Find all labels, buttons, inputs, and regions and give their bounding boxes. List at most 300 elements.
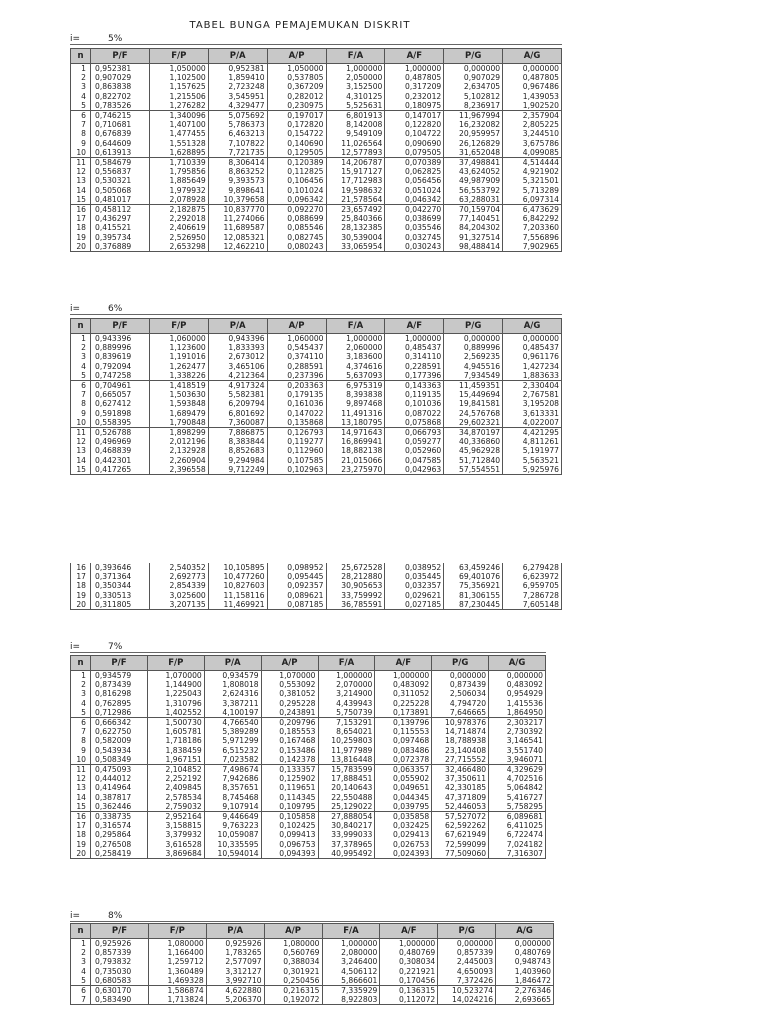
cell-col-pf: 0,530321 (91, 176, 150, 185)
cell-col-pg: 49,987909 (444, 176, 503, 185)
cell-col-fp: 1,586874 (148, 986, 206, 996)
cell-col-ag: 3,146541 (489, 736, 546, 745)
cell-col-fp: 3,158815 (147, 821, 204, 830)
cell-col-pg: 67,621949 (432, 830, 489, 839)
cell-col-ap: 0,197017 (267, 111, 326, 121)
cell-col-fa: 30,840217 (318, 821, 375, 830)
table-row (71, 746, 546, 755)
cell-col-fa: 4,310125 (326, 92, 385, 101)
cell-col-af: 0,038952 (385, 563, 444, 572)
cell-col-fa: 8,922803 (322, 995, 380, 1005)
cell-col-af: 0,066793 (385, 428, 444, 438)
cell-col-pf: 0,508349 (91, 755, 148, 765)
cell-col-fp: 1,790848 (149, 418, 208, 428)
cell-col-n: 14 (71, 793, 91, 802)
cell-col-af: 0,035858 (375, 812, 432, 822)
column-header-col-af: A/F (380, 924, 438, 939)
cell-col-pf: 0,311805 (91, 600, 150, 610)
cell-col-pa: 7,721735 (208, 148, 267, 158)
header-row (71, 319, 562, 334)
cell-col-fp: 3,025600 (149, 591, 208, 600)
cell-col-pf: 0,873439 (91, 680, 148, 689)
cell-col-ap: 0,105858 (261, 812, 318, 822)
cell-col-pg: 98,488414 (444, 242, 503, 252)
cell-col-fa: 4,506112 (322, 967, 380, 976)
cell-col-pf: 0,393646 (91, 563, 150, 572)
cell-col-pa: 5,582381 (208, 390, 267, 399)
cell-col-pf: 0,582009 (91, 736, 148, 745)
column-header-col-fp: F/P (147, 656, 204, 671)
table-row (71, 736, 546, 745)
table-row (71, 371, 562, 381)
cell-col-af: 0,029621 (385, 591, 444, 600)
cell-col-af: 0,042270 (385, 205, 444, 215)
cell-col-n: 5 (71, 708, 91, 718)
cell-col-ap: 0,147022 (267, 409, 326, 418)
cell-col-af: 0,032745 (385, 233, 444, 242)
cell-col-af: 1,000000 (375, 671, 432, 681)
cell-col-af: 0,090690 (385, 139, 444, 148)
cell-col-fa: 8,393838 (326, 390, 385, 399)
column-header-col-ag: A/G (496, 924, 554, 939)
cell-col-pa: 4,917324 (208, 381, 267, 391)
cell-col-ap: 1,080000 (264, 939, 322, 949)
cell-col-pa: 7,942686 (204, 774, 261, 783)
column-header-col-ag: A/G (503, 49, 562, 64)
cell-col-pa: 9,712249 (208, 465, 267, 475)
cell-col-ag: 1,427234 (503, 362, 562, 371)
cell-col-n: 10 (71, 418, 91, 428)
cell-col-ag: 6,089681 (489, 812, 546, 822)
cell-col-af: 0,173891 (375, 708, 432, 718)
cell-col-ap: 0,101024 (267, 186, 326, 195)
cell-col-pf: 0,417265 (91, 465, 150, 475)
cell-col-fa: 6,975319 (326, 381, 385, 391)
cell-col-pf: 0,376889 (91, 242, 150, 252)
cell-col-n: 12 (71, 167, 91, 176)
cell-col-af: 0,070389 (385, 158, 444, 168)
cell-col-ag: 2,357904 (503, 111, 562, 121)
cell-col-ag: 4,811261 (503, 437, 562, 446)
cell-col-pa: 9,393573 (208, 176, 267, 185)
column-header-col-ap: A/P (267, 49, 326, 64)
cell-col-pa: 4,100197 (204, 708, 261, 718)
cell-col-n: 7 (71, 390, 91, 399)
table-row (71, 948, 554, 957)
table-row (71, 148, 562, 158)
cell-col-n: 4 (71, 92, 91, 101)
cell-col-n: 16 (71, 205, 91, 215)
cell-col-fa: 5,525631 (326, 101, 385, 111)
table-row (71, 167, 562, 176)
table-row (71, 390, 562, 399)
table-row (71, 572, 562, 581)
cell-col-af: 1,000000 (385, 334, 444, 344)
cell-col-fa: 25,129022 (318, 802, 375, 812)
table-row (71, 563, 562, 572)
rate-i-label: i= (70, 34, 81, 44)
cell-col-af: 0,052960 (385, 446, 444, 455)
cell-col-ag: 7,316307 (489, 849, 546, 859)
cell-col-af: 0,042963 (385, 465, 444, 475)
cell-col-fp: 2,406619 (149, 223, 208, 232)
cell-col-ap: 0,107585 (267, 456, 326, 465)
cell-col-fa: 9,549109 (326, 129, 385, 138)
cell-col-pg: 14,024216 (438, 995, 496, 1005)
cell-col-af: 0,221921 (380, 967, 438, 976)
cell-col-pf: 0,496969 (91, 437, 150, 446)
cell-col-pf: 0,543934 (91, 746, 148, 755)
cell-col-fa: 5,750739 (318, 708, 375, 718)
cell-col-ap: 0,119277 (267, 437, 326, 446)
cell-col-pa: 9,107914 (204, 802, 261, 812)
cell-col-fp: 1,838459 (147, 746, 204, 755)
cell-col-fa: 30,905653 (326, 581, 385, 590)
cell-col-pg: 24,576768 (444, 409, 503, 418)
cell-col-fp: 1,340096 (149, 111, 208, 121)
cell-col-fp: 1,402552 (147, 708, 204, 718)
cell-col-ag: 0,948743 (496, 957, 554, 966)
cell-col-ap: 0,250456 (264, 976, 322, 986)
cell-col-fp: 2,260904 (149, 456, 208, 465)
column-header-col-n: n (71, 924, 91, 939)
cell-col-pf: 0,943396 (91, 334, 150, 344)
cell-col-fp: 1,979932 (149, 186, 208, 195)
cell-col-pa: 3,545951 (208, 92, 267, 101)
cell-col-n: 20 (71, 849, 91, 859)
cell-col-fa: 21,015066 (326, 456, 385, 465)
cell-col-fa: 10,259803 (318, 736, 375, 745)
cell-col-ag: 1,883633 (503, 371, 562, 381)
column-header-col-n: n (71, 319, 91, 334)
cell-col-pf: 0,371364 (91, 572, 150, 581)
cell-col-pf: 0,666342 (91, 718, 148, 728)
cell-col-fa: 8,654021 (318, 727, 375, 736)
cell-col-ag: 7,902965 (503, 242, 562, 252)
cell-col-pa: 11,274066 (208, 214, 267, 223)
cell-col-n: 2 (71, 948, 91, 957)
table-row (71, 101, 562, 111)
cell-col-n: 9 (71, 139, 91, 148)
cell-col-pg: 23,140408 (432, 746, 489, 755)
cell-col-n: 5 (71, 976, 91, 986)
cell-col-pa: 10,105895 (208, 563, 267, 572)
cell-col-pg: 75,356921 (444, 581, 503, 590)
cell-col-fa: 23,657492 (326, 205, 385, 215)
cell-col-pg: 15,449694 (444, 390, 503, 399)
cell-col-ap: 0,161036 (267, 399, 326, 408)
cell-col-n: 11 (71, 158, 91, 168)
cell-col-fa: 12,577893 (326, 148, 385, 158)
cell-col-ag: 2,330404 (503, 381, 562, 391)
cell-col-ag: 0,000000 (503, 334, 562, 344)
cell-col-ag: 4,329629 (489, 765, 546, 775)
cell-col-fp: 1,469328 (148, 976, 206, 986)
table-row (71, 699, 546, 708)
table-row (71, 82, 562, 91)
cell-col-pa: 6,463213 (208, 129, 267, 138)
cell-col-n: 17 (71, 572, 91, 581)
cell-col-pa: 1,808018 (204, 680, 261, 689)
cell-col-ap: 0,209796 (261, 718, 318, 728)
cell-col-n: 19 (71, 591, 91, 600)
cell-col-ap: 0,098952 (267, 563, 326, 572)
cell-col-ag: 1,846472 (496, 976, 554, 986)
cell-col-af: 0,177396 (385, 371, 444, 381)
column-header-col-fp: F/P (149, 319, 208, 334)
cell-col-pg: 27,715552 (432, 755, 489, 765)
cell-col-ag: 0,483092 (489, 680, 546, 689)
cell-col-ag: 1,439053 (503, 92, 562, 101)
cell-col-pg: 37,498841 (444, 158, 503, 168)
page-title: TABEL BUNGA PEMAJEMUKAN DISKRIT (189, 20, 411, 31)
cell-col-pg: 31,652048 (444, 148, 503, 158)
cell-col-n: 19 (71, 840, 91, 849)
cell-col-n: 4 (71, 967, 91, 976)
cell-col-ag: 0,480769 (496, 948, 554, 957)
cell-col-pa: 10,477260 (208, 572, 267, 581)
cell-col-ap: 0,381052 (261, 689, 318, 698)
cell-col-n: 8 (71, 399, 91, 408)
cell-col-pg: 20,959957 (444, 129, 503, 138)
cell-col-ap: 0,085546 (267, 223, 326, 232)
column-header-col-pa: P/A (204, 656, 261, 671)
cell-col-fp: 1,718186 (147, 736, 204, 745)
cell-col-pa: 5,971299 (204, 736, 261, 745)
table-row (71, 129, 562, 138)
cell-col-ag: 4,099085 (503, 148, 562, 158)
cell-col-af: 0,062825 (385, 167, 444, 176)
cell-col-pa: 8,745468 (204, 793, 261, 802)
cell-col-fa: 2,050000 (326, 73, 385, 82)
cell-col-ag: 4,514444 (503, 158, 562, 168)
cell-col-ap: 0,154722 (267, 129, 326, 138)
cell-col-fp: 2,952164 (147, 812, 204, 822)
cell-col-pa: 10,379658 (208, 195, 267, 205)
cell-col-pa: 2,723248 (208, 82, 267, 91)
rate-value: 8% (108, 911, 123, 921)
cell-col-pa: 3,387211 (204, 699, 261, 708)
cell-col-fa: 25,840366 (326, 214, 385, 223)
cell-col-ap: 0,120389 (267, 158, 326, 168)
cell-col-pg: 7,646665 (432, 708, 489, 718)
table-row (71, 830, 546, 839)
cell-col-af: 0,055902 (375, 774, 432, 783)
cell-col-pf: 0,934579 (91, 671, 148, 681)
table-row (71, 995, 554, 1005)
cell-col-pf: 0,746215 (91, 111, 150, 121)
cell-col-pf: 0,613913 (91, 148, 150, 158)
cell-col-pf: 0,436297 (91, 214, 150, 223)
cell-col-ap: 0,192072 (264, 995, 322, 1005)
cell-col-ap: 0,125902 (261, 774, 318, 783)
cell-col-ag: 5,758295 (489, 802, 546, 812)
cell-col-ap: 0,537805 (267, 73, 326, 82)
cell-col-ag: 1,403960 (496, 967, 554, 976)
cell-col-af: 0,232012 (385, 92, 444, 101)
cell-col-n: 15 (71, 195, 91, 205)
cell-col-fp: 1,070000 (147, 671, 204, 681)
cell-col-fp: 1,710339 (149, 158, 208, 168)
cell-col-ag: 0,967486 (503, 82, 562, 91)
cell-col-af: 0,480769 (380, 948, 438, 957)
cell-col-ap: 0,560769 (264, 948, 322, 957)
table-row (71, 671, 546, 681)
cell-col-ag: 6,842292 (503, 214, 562, 223)
interest-table-7pct (70, 655, 546, 859)
cell-col-pg: 63,459246 (444, 563, 503, 572)
cell-col-fa: 5,637093 (326, 371, 385, 381)
cell-col-ag: 7,286728 (503, 591, 562, 600)
cell-col-pg: 16,232082 (444, 120, 503, 129)
column-header-col-ap: A/P (264, 924, 322, 939)
cell-col-ag: 3,244510 (503, 129, 562, 138)
cell-col-pg: 47,371809 (432, 793, 489, 802)
table-row (71, 793, 546, 802)
column-header-col-fp: F/P (148, 924, 206, 939)
cell-col-n: 18 (71, 830, 91, 839)
cell-col-n: 1 (71, 671, 91, 681)
cell-col-pg: 4,650093 (438, 967, 496, 976)
table-row (71, 111, 562, 121)
cell-col-pg: 57,554551 (444, 465, 503, 475)
cell-col-pf: 0,468839 (91, 446, 150, 455)
table-row (71, 755, 546, 765)
cell-col-pa: 10,827603 (208, 581, 267, 590)
cell-col-fa: 7,335929 (322, 986, 380, 996)
cell-col-pf: 0,816298 (91, 689, 148, 698)
cell-col-pa: 4,622880 (206, 986, 264, 996)
cell-col-pa: 8,852683 (208, 446, 267, 455)
cell-col-ap: 0,545437 (267, 343, 326, 352)
cell-col-ag: 3,195208 (503, 399, 562, 408)
cell-col-pg: 2,634705 (444, 82, 503, 91)
cell-col-ap: 0,114345 (261, 793, 318, 802)
cell-col-ap: 0,237396 (267, 371, 326, 381)
cell-col-fa: 3,152500 (326, 82, 385, 91)
table-row (71, 242, 562, 252)
cell-col-ag: 0,485437 (503, 343, 562, 352)
table-row (71, 73, 562, 82)
cell-col-ap: 0,095445 (267, 572, 326, 581)
cell-col-n: 8 (71, 736, 91, 745)
cell-col-fp: 2,854339 (149, 581, 208, 590)
cell-col-pf: 0,330513 (91, 591, 150, 600)
cell-col-pa: 4,212364 (208, 371, 267, 381)
cell-col-ag: 5,064842 (489, 783, 546, 792)
cell-col-ap: 0,135868 (267, 418, 326, 428)
cell-col-af: 0,038699 (385, 214, 444, 223)
cell-col-af: 1,000000 (380, 939, 438, 949)
table-row (71, 399, 562, 408)
cell-col-pf: 0,458112 (91, 205, 150, 215)
column-header-col-pg: P/G (432, 656, 489, 671)
cell-col-n: 1 (71, 334, 91, 344)
cell-col-ag: 7,203360 (503, 223, 562, 232)
cell-col-fa: 15,917127 (326, 167, 385, 176)
cell-col-fa: 3,246400 (322, 957, 380, 966)
cell-col-ap: 0,129505 (267, 148, 326, 158)
cell-col-af: 0,112072 (380, 995, 438, 1005)
cell-col-n: 6 (71, 381, 91, 391)
table-row (71, 727, 546, 736)
cell-col-pf: 0,665057 (91, 390, 150, 399)
table-row (71, 986, 554, 996)
cell-col-ag: 7,556896 (503, 233, 562, 242)
interest-table-6pct-continued (70, 563, 562, 610)
table-row (71, 465, 562, 475)
cell-col-ag: 4,921902 (503, 167, 562, 176)
cell-col-ag: 5,563521 (503, 456, 562, 465)
table-row (71, 158, 562, 168)
cell-col-af: 0,063357 (375, 765, 432, 775)
cell-col-fa: 7,153291 (318, 718, 375, 728)
cell-col-pg: 29,602321 (444, 418, 503, 428)
rate-value: 5% (108, 34, 123, 44)
cell-col-pa: 3,312127 (206, 967, 264, 976)
cell-col-pf: 0,793832 (91, 957, 149, 966)
cell-col-pg: 45,962928 (444, 446, 503, 455)
table-row (71, 205, 562, 215)
rate-divider (70, 314, 562, 315)
cell-col-pf: 0,863838 (91, 82, 150, 91)
cell-col-n: 15 (71, 802, 91, 812)
cell-col-fa: 28,132385 (326, 223, 385, 232)
cell-col-fp: 2,396558 (149, 465, 208, 475)
cell-col-ag: 5,925976 (503, 465, 562, 475)
cell-col-ap: 0,142378 (261, 755, 318, 765)
cell-col-af: 0,115553 (375, 727, 432, 736)
cell-col-pf: 0,952381 (91, 64, 150, 74)
cell-col-ap: 0,092357 (267, 581, 326, 590)
cell-col-pf: 0,925926 (91, 939, 149, 949)
cell-col-pa: 12,462210 (208, 242, 267, 252)
rate-value: 6% (108, 304, 123, 314)
cell-col-fa: 14,971643 (326, 428, 385, 438)
cell-col-ag: 5,321501 (503, 176, 562, 185)
cell-col-af: 0,180975 (385, 101, 444, 111)
cell-col-af: 0,308034 (380, 957, 438, 966)
cell-col-pf: 0,387817 (91, 793, 148, 802)
table-row (71, 821, 546, 830)
cell-col-af: 0,104722 (385, 129, 444, 138)
cell-col-pf: 0,857339 (91, 948, 149, 957)
cell-col-ag: 0,487805 (503, 73, 562, 82)
table-row (71, 957, 554, 966)
column-header-col-pa: P/A (206, 924, 264, 939)
cell-col-fa: 17,888451 (318, 774, 375, 783)
cell-col-fp: 2,653298 (149, 242, 208, 252)
column-header-col-fa: F/A (326, 49, 385, 64)
cell-col-pg: 42,330185 (432, 783, 489, 792)
table-row (71, 352, 562, 361)
cell-col-n: 17 (71, 214, 91, 223)
cell-col-ap: 0,388034 (264, 957, 322, 966)
cell-col-pg: 0,000000 (444, 334, 503, 344)
cell-col-fp: 1,503630 (149, 390, 208, 399)
cell-col-fp: 1,713824 (148, 995, 206, 1005)
cell-col-ap: 0,179135 (267, 390, 326, 399)
cell-col-pf: 0,414964 (91, 783, 148, 792)
cell-col-pf: 0,889996 (91, 343, 150, 352)
table-row (71, 967, 554, 976)
cell-col-fa: 13,180795 (326, 418, 385, 428)
cell-col-af: 0,032357 (385, 581, 444, 590)
cell-col-n: 6 (71, 718, 91, 728)
cell-col-pg: 2,569235 (444, 352, 503, 361)
cell-col-pa: 8,863252 (208, 167, 267, 176)
cell-col-pf: 0,505068 (91, 186, 150, 195)
